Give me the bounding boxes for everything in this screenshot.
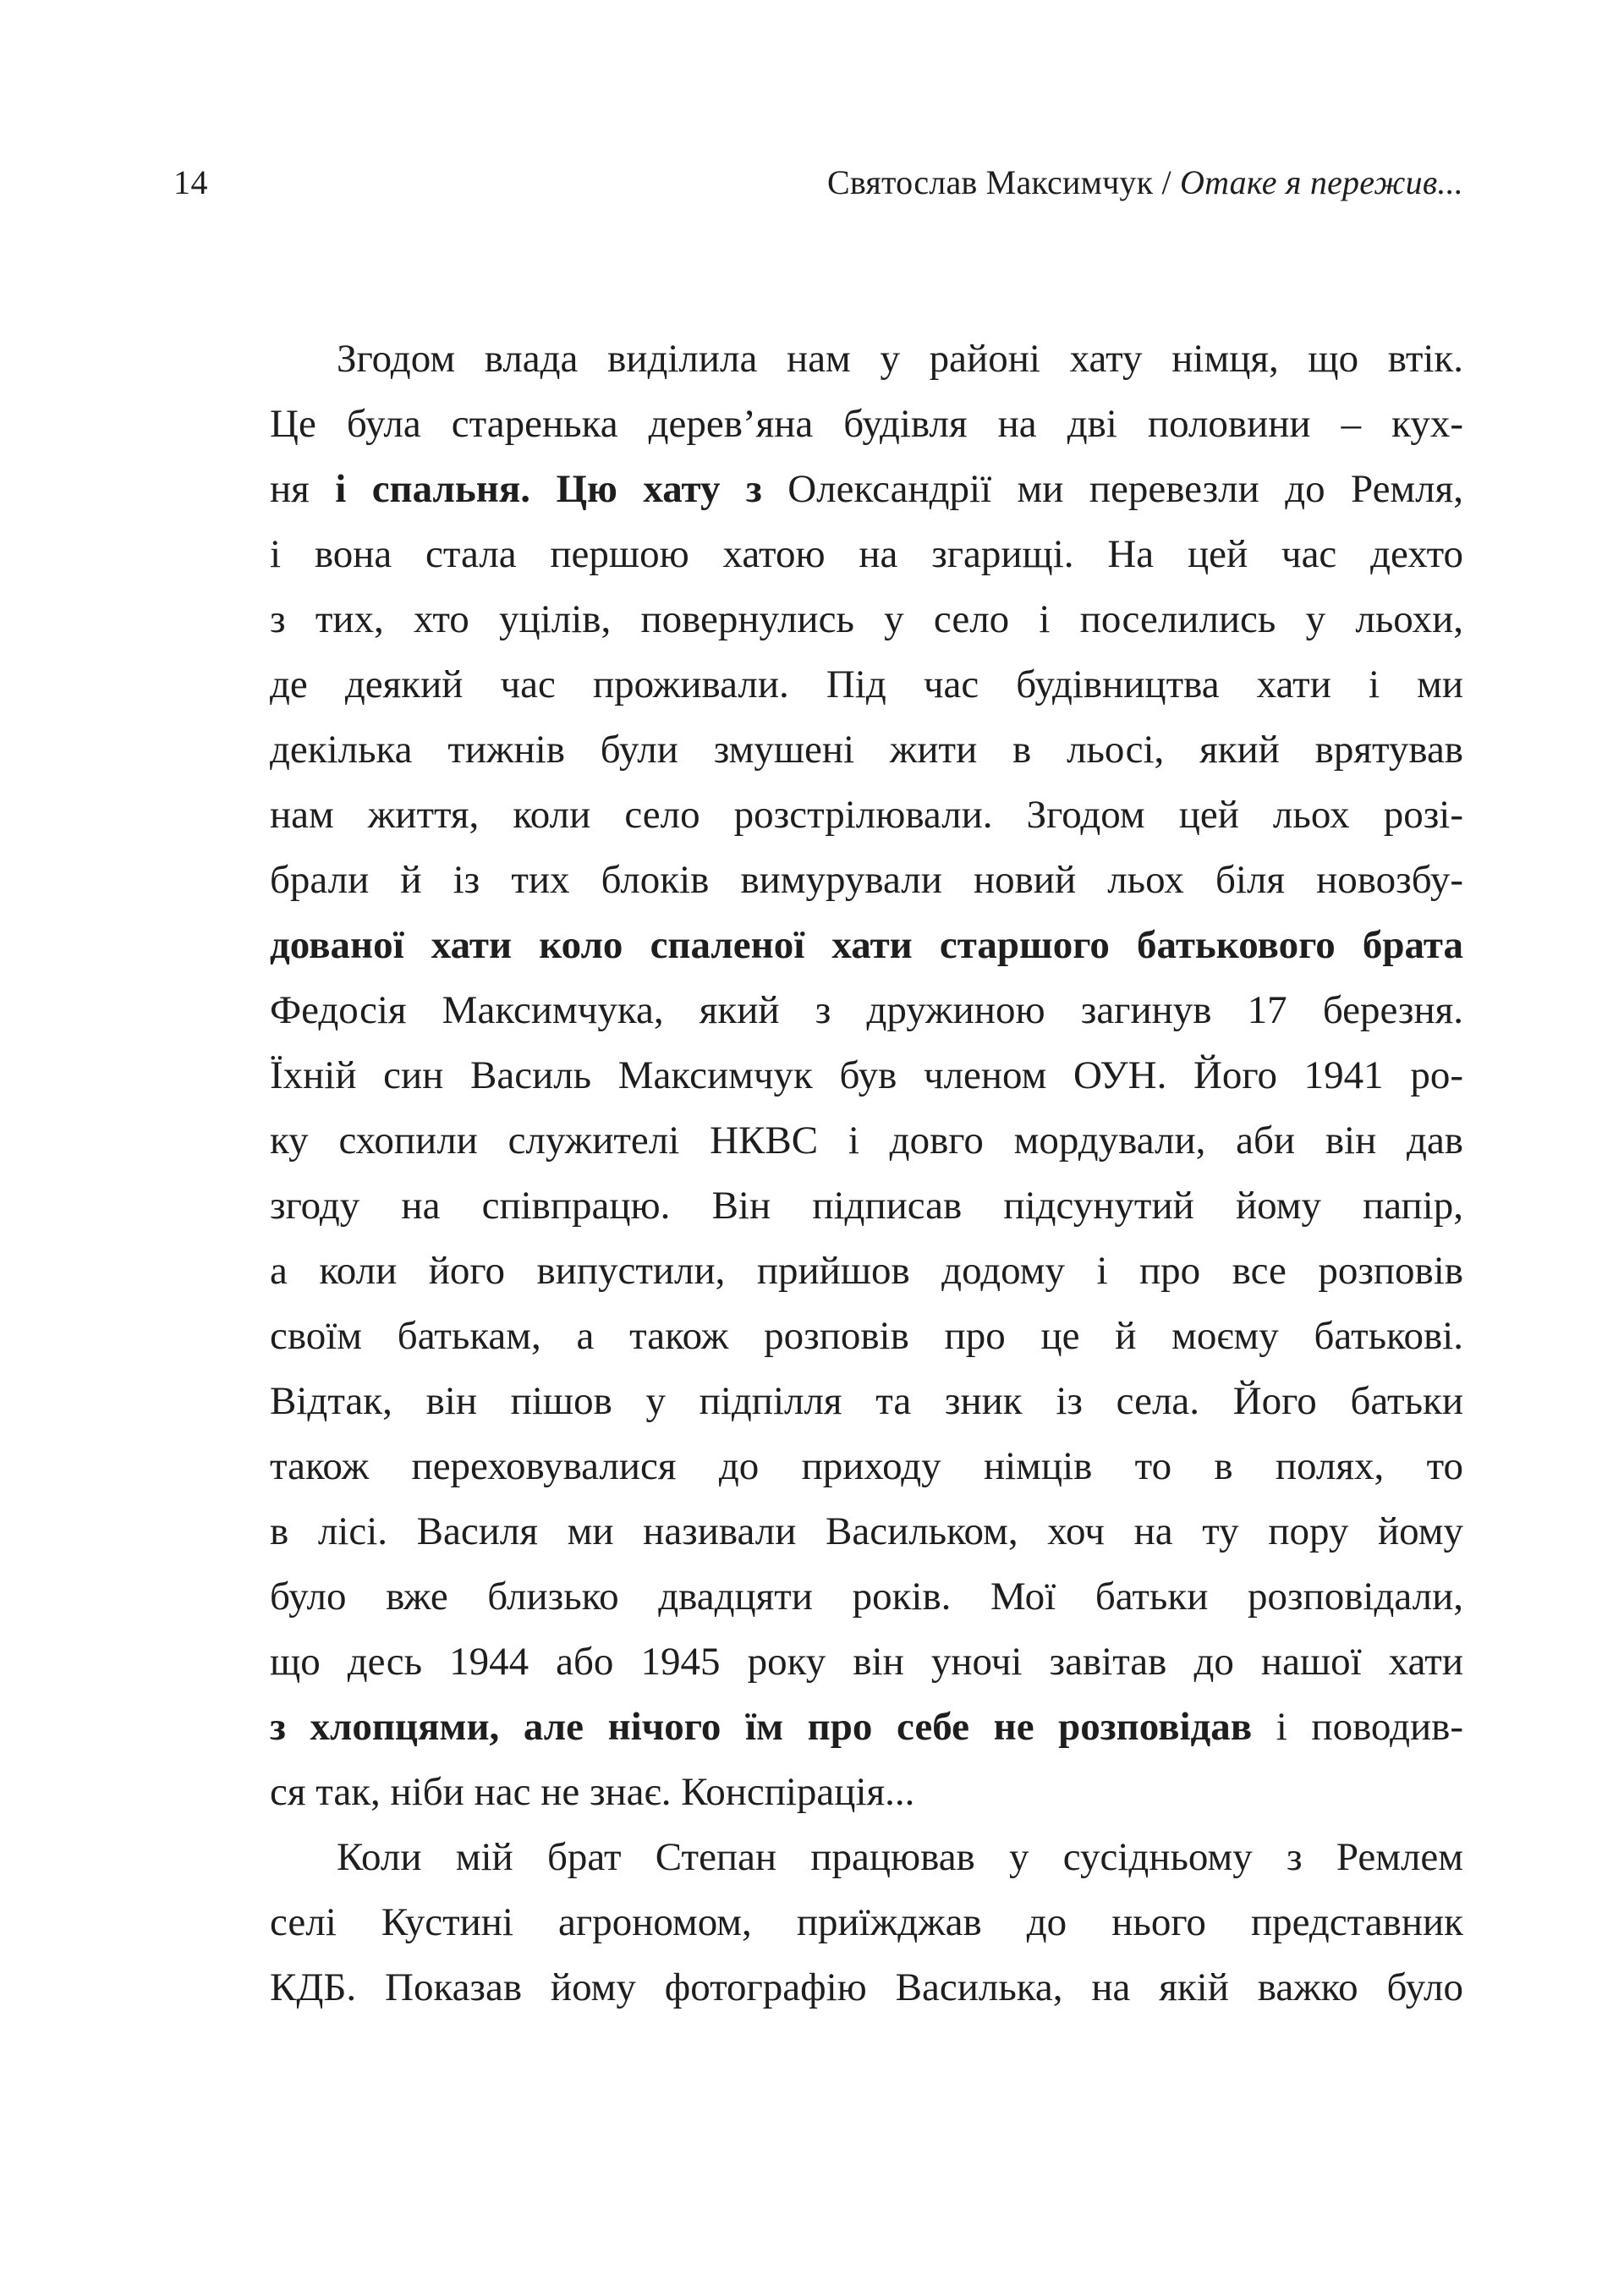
text-line <box>270 1239 1463 1304</box>
text-line <box>270 717 1463 783</box>
text-line <box>270 1630 1463 1695</box>
text-segment: селі Кустині агрономом, приїжджав до нього представник <box>270 1900 1463 1944</box>
text-segment: а коли його випустили, прийшов додому і про все розповів <box>270 1249 1463 1293</box>
text-line <box>270 392 1463 457</box>
text-segment: декілька тижнів були змушені жити в льосі, який врятував <box>270 728 1463 772</box>
text-segment: ку схопили служителі НКВС і довго мордували, аби він дав <box>270 1119 1463 1162</box>
text-segment: нам життя, коли село розстрілювали. Згодом цей льох розі- <box>270 793 1463 837</box>
text-segment: згоду на співпрацю. Він підписав підсунутий йому папір, <box>270 1184 1463 1228</box>
text-segment: також переховувалися до приходу німців то в полях, то <box>270 1444 1463 1488</box>
text-line <box>270 587 1463 652</box>
header-book-title: Отаке я пережив... <box>1179 163 1463 201</box>
text-line <box>270 1890 1463 1955</box>
running-header <box>827 162 1463 203</box>
text-line <box>270 327 1463 392</box>
text-segment: з хлопцями, але нічого їм про себе не розповідав <box>270 1705 1276 1749</box>
text-line <box>270 652 1463 717</box>
text-segment: і вона стала першою хатою на згарищі. На цей час дехто <box>270 532 1463 576</box>
text-segment: з тих, хто уцілів, повернулись у село і поселились у льохи, <box>270 597 1463 641</box>
text-segment: КДБ. Показав йому фотографію Василька, на якій важко було <box>270 1965 1463 2009</box>
text-segment: ся так, ніби нас не знає. Конспірація... <box>270 1770 915 1814</box>
text-line <box>270 457 1463 522</box>
text-line <box>270 1825 1463 1890</box>
header-separator: / <box>1153 163 1180 201</box>
header-author: Святослав Максимчук <box>826 163 1154 201</box>
text-segment: дованої хати коло спаленої хати старшого батькового брата <box>270 923 1463 967</box>
text-segment: Олександрії ми перевезли до Ремля, <box>787 467 1463 511</box>
text-line <box>270 1304 1463 1369</box>
text-segment: і спальня. Цю хату з <box>335 467 788 511</box>
text-segment: брали й із тих блоків вимурували новий льох біля новозбу- <box>270 858 1463 902</box>
text-line <box>270 848 1463 913</box>
text-line <box>270 1108 1463 1173</box>
text-segment: Федосія Максимчука, який з дружиною загинув 17 березня. <box>270 988 1463 1032</box>
text-segment: що десь 1944 або 1945 року він уночі завітав до нашої хати <box>270 1640 1463 1684</box>
text-segment: своїм батькам, а також розповів про це й моєму батькові. <box>270 1314 1463 1358</box>
text-line <box>270 978 1463 1043</box>
text-segment: де деякий час проживали. Під час будівництва хати і ми <box>270 662 1463 706</box>
text-segment: ня <box>270 467 336 511</box>
text-line <box>270 1434 1463 1499</box>
text-segment: Коли мій брат Степан працював у сусідньому з Ремлем <box>337 1835 1463 1879</box>
text-line <box>270 913 1463 978</box>
text-line <box>270 522 1463 587</box>
text-line <box>270 1695 1463 1760</box>
text-line <box>270 1173 1463 1239</box>
page-header <box>173 162 1463 203</box>
text-segment: Відтак, він пішов у підпілля та зник із села. Його батьки <box>270 1379 1463 1423</box>
page-number: 14 <box>173 163 208 201</box>
text-segment: і поводив- <box>1276 1705 1463 1749</box>
text-segment: Їхній син Василь Максимчук був членом ОУН. Його 1941 ро- <box>270 1053 1463 1097</box>
text-line <box>270 1564 1463 1630</box>
text-line <box>270 1760 1463 1825</box>
text-segment: було вже близько двадцяти років. Мої батьки розповідали, <box>270 1575 1463 1619</box>
text-line <box>270 1369 1463 1434</box>
text-line <box>270 1955 1463 2020</box>
text-block <box>270 327 1463 2020</box>
text-line <box>270 783 1463 848</box>
text-line <box>270 1043 1463 1108</box>
text-segment: в лісі. Василя ми називали Васильком, хоч на ту пору йому <box>270 1509 1463 1553</box>
text-segment: Згодом влада виділила нам у районі хату німця, що втік. <box>337 337 1463 381</box>
text-line <box>270 1499 1463 1564</box>
text-segment: Це була старенька дерев’яна будівля на дві половини – кух- <box>270 402 1463 446</box>
